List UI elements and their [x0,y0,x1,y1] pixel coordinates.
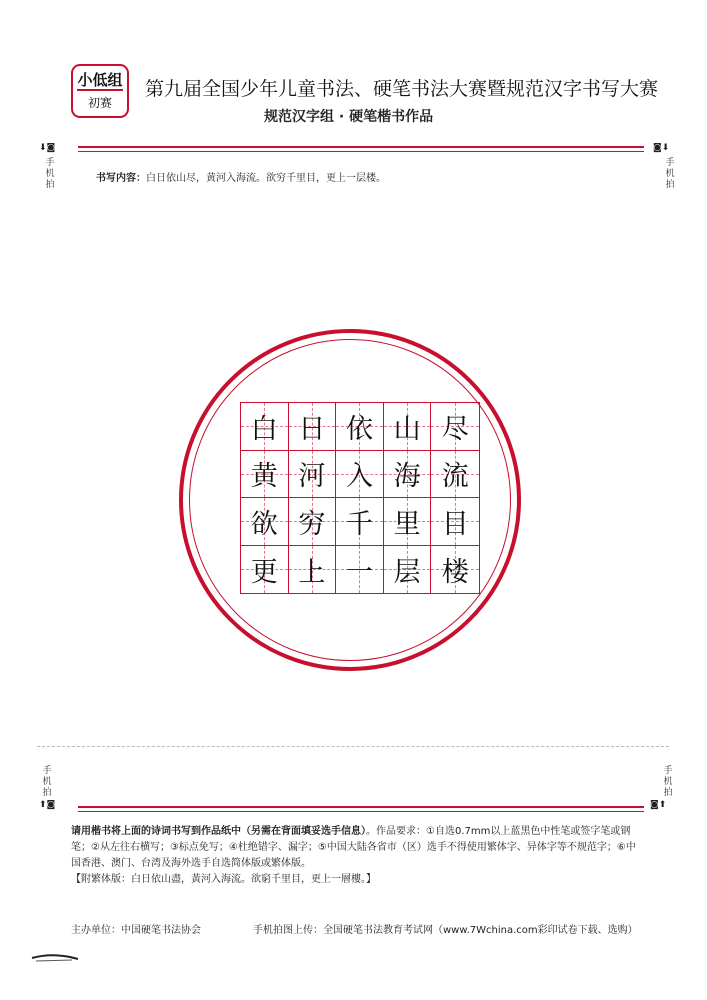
grid-cell [384,546,432,594]
requirements-body: 。作品要求：①自选0.7mm以上蓝黑色中性笔或签字笔或钢笔；②从左往右横写；③标点免写；④杜绝错字、漏字；⑤中国大陆各省市（区）选手不得使用繁体字、异体字等不规范字；⑥中国香港、澳门、台湾及海外选手自选简体版或繁体版。 [71,826,636,869]
requirements-text [71,824,637,888]
grid-cell [241,498,289,546]
phone-shoot-label-bottom-left: 手机拍 [42,766,52,798]
grid-char: 层 [393,556,421,588]
grid-cell [336,498,384,546]
grid-char: 黄 [250,461,278,493]
writing-content-label: 书写内容： [96,173,146,184]
bottom-red-line [78,806,644,808]
grid-cell [336,451,384,499]
grid-char: 山 [393,413,421,445]
grid-cell [289,451,337,499]
group-badge [71,64,129,118]
grid-char: 更 [250,556,278,588]
grid-cell [431,451,479,499]
upload-camera-icon: ⬆◙ [39,800,56,810]
grid-char: 一 [345,556,373,588]
pen-stroke-mark [30,950,80,964]
grid-cell [289,546,337,594]
badge-group-label: 小低组 [77,71,123,89]
camera-download-icon: ◙⬇ [653,143,670,153]
grid-char: 目 [441,508,469,540]
grid-char: 流 [441,461,469,493]
grid-cell [431,546,479,594]
camera-upload-icon: ◙⬆ [650,800,667,810]
grid-char: 尽 [441,413,469,445]
grid-cell [241,403,289,451]
grid-cell [431,403,479,451]
grid-cell [241,546,289,594]
grid-cell [384,498,432,546]
phone-shoot-label-left: 手机拍 [45,158,55,190]
top-red-line [78,146,644,148]
grid-char: 楼 [441,556,469,588]
grid-char: 依 [345,413,373,445]
writing-content-text: 白日依山尽，黄河入海流。欲穷千里目，更上一层楼。 [146,173,386,184]
grid-char: 穷 [298,508,326,540]
grid-char: 入 [345,461,373,493]
badge-divider [77,89,123,91]
grid-char: 上 [298,556,326,588]
bottom-red-line-thin [78,811,644,812]
badge-round-label: 初赛 [87,96,112,110]
grid-char: 里 [393,508,421,540]
grid-char: 欲 [250,508,278,540]
requirements-lead: 请用楷书将上面的诗词书写到作品纸中（另需在背面填妥选手信息） [71,826,366,837]
grid-char: 白 [250,413,278,445]
grid-char: 海 [393,461,421,493]
grid-cell [336,403,384,451]
writing-grid [240,402,480,594]
grid-char: 日 [298,413,326,445]
phone-shoot-label-bottom-right: 手机拍 [663,766,673,798]
organizer: 主办单位：中国硬笔书法协会 [71,925,201,936]
grid-cell [289,403,337,451]
dashed-cut-line [37,746,669,747]
grid-cell [384,451,432,499]
grid-char: 河 [298,461,326,493]
grid-cell [384,403,432,451]
phone-shoot-label-right: 手机拍 [665,158,675,190]
grid-char: 千 [345,508,373,540]
grid-cell [431,498,479,546]
writing-content [96,169,386,184]
top-red-line-thin [78,151,644,152]
grid-cell [336,546,384,594]
upload-info: 手机拍图上传：全国硬笔书法教育考试网（www.7Wchina.com彩印试卷下载、选购） [253,925,638,936]
grid-cell [289,498,337,546]
grid-cell [241,451,289,499]
page-title: 第九届全国少年儿童书法、硬笔书法大赛暨规范汉字书写大赛 [145,78,659,100]
traditional-version: 【附繁体版：白日依山盡，黃河入海流。欲窮千里目，更上一層樓。】 [71,874,376,885]
page-subtitle: 规范汉字组 · 硬笔楷书作品 [264,109,434,125]
download-camera-icon: ⬇◙ [39,143,56,153]
